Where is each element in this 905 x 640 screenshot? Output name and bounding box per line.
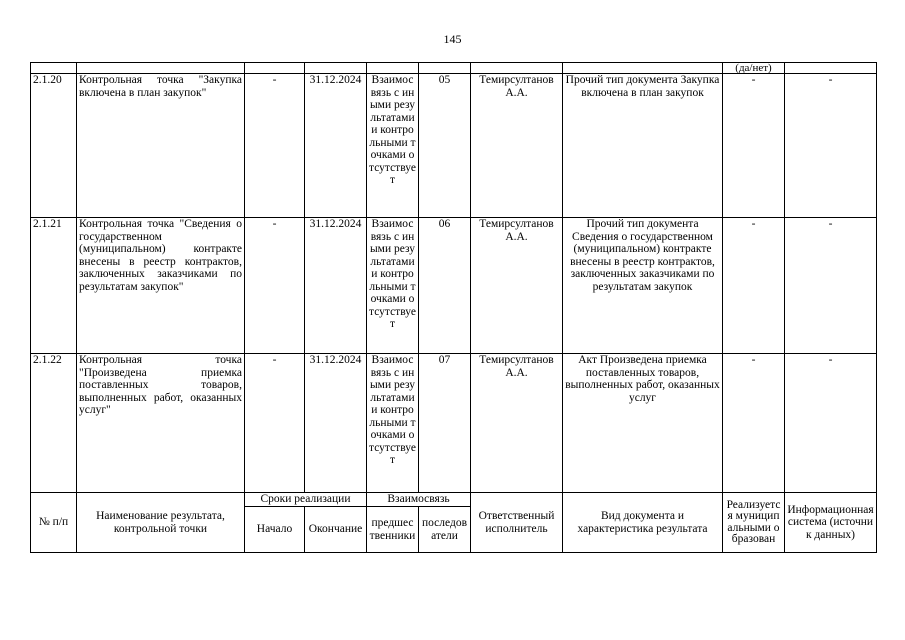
- municipal-flag: -: [723, 218, 785, 354]
- end-date: 31.12.2024: [305, 74, 367, 218]
- page-number: 145: [443, 32, 462, 46]
- responsible: Темирсултанов А.А.: [471, 354, 563, 493]
- header-terms: Сроки реализации: [245, 493, 367, 507]
- document-type: Прочий тип документа Сведения о государственном (муниципальном) контракте внесены в реестр контрактов, заключенных заказчиками по результатам закупок: [563, 218, 723, 354]
- table-row: [31, 354, 877, 493]
- table-row: [31, 74, 877, 218]
- municipal-flag: -: [723, 74, 785, 218]
- header-row-top: [31, 493, 877, 507]
- end-date: 31.12.2024: [305, 354, 367, 493]
- start-date: -: [245, 74, 305, 218]
- end-date: 31.12.2024: [305, 218, 367, 354]
- header-document: Вид документа и характеристика результата: [563, 493, 723, 553]
- row-number: 2.1.21: [31, 218, 77, 354]
- info-system: -: [785, 354, 877, 493]
- header-start: Начало: [245, 507, 305, 553]
- predecessors: Взаимосвязь с иными результатами и контрольными точками отсутствует: [367, 354, 419, 493]
- control-points-table: [30, 62, 877, 553]
- header-predecessors: предшественники: [367, 507, 419, 553]
- successors: 06: [419, 218, 471, 354]
- successors: 07: [419, 354, 471, 493]
- header-number: № п/п: [31, 493, 77, 553]
- responsible: Темирсултанов А.А.: [471, 74, 563, 218]
- info-system: -: [785, 218, 877, 354]
- row-number: 2.1.20: [31, 74, 77, 218]
- row-number: 2.1.22: [31, 354, 77, 493]
- result-name: Контрольная точка "Закупка включена в план закупок": [77, 74, 245, 218]
- header-end: Окончание: [305, 507, 367, 553]
- info-system: -: [785, 74, 877, 218]
- predecessors: Взаимосвязь с иными результатами и контрольными точками отсутствует: [367, 74, 419, 218]
- start-date: -: [245, 354, 305, 493]
- successors: 05: [419, 74, 471, 218]
- continuation-row: [31, 63, 877, 74]
- municipal-flag: -: [723, 354, 785, 493]
- start-date: -: [245, 218, 305, 354]
- predecessors: Взаимосвязь с иными результатами и контрольными точками отсутствует: [367, 218, 419, 354]
- result-name: Контрольная точка "Произведена приемка поставленных товаров, выполненных работ, оказанных услуг": [77, 354, 245, 493]
- top-fragment-text: (да/нет): [723, 63, 785, 74]
- document-type: Акт Произведена приемка поставленных товаров, выполненных работ, оказанных услуг: [563, 354, 723, 493]
- header-relation: Взаимосвязь: [367, 493, 471, 507]
- header-successors: последователи: [419, 507, 471, 553]
- header-info-system: Информационная система (источник данных): [785, 493, 877, 553]
- header-name: Наименование результата, контрольной точки: [77, 493, 245, 553]
- header-municipal: Реализуется муниципальными образован: [723, 493, 785, 553]
- result-name: Контрольная точка "Сведения о государственном (муниципальном) контракте внесены в реестр контрактов, заключенных заказчиками по результатам закупок": [77, 218, 245, 354]
- responsible: Темирсултанов А.А.: [471, 218, 563, 354]
- document-type: Прочий тип документа Закупка включена в план закупок: [563, 74, 723, 218]
- table-row: [31, 218, 877, 354]
- header-responsible: Ответственный исполнитель: [471, 493, 563, 553]
